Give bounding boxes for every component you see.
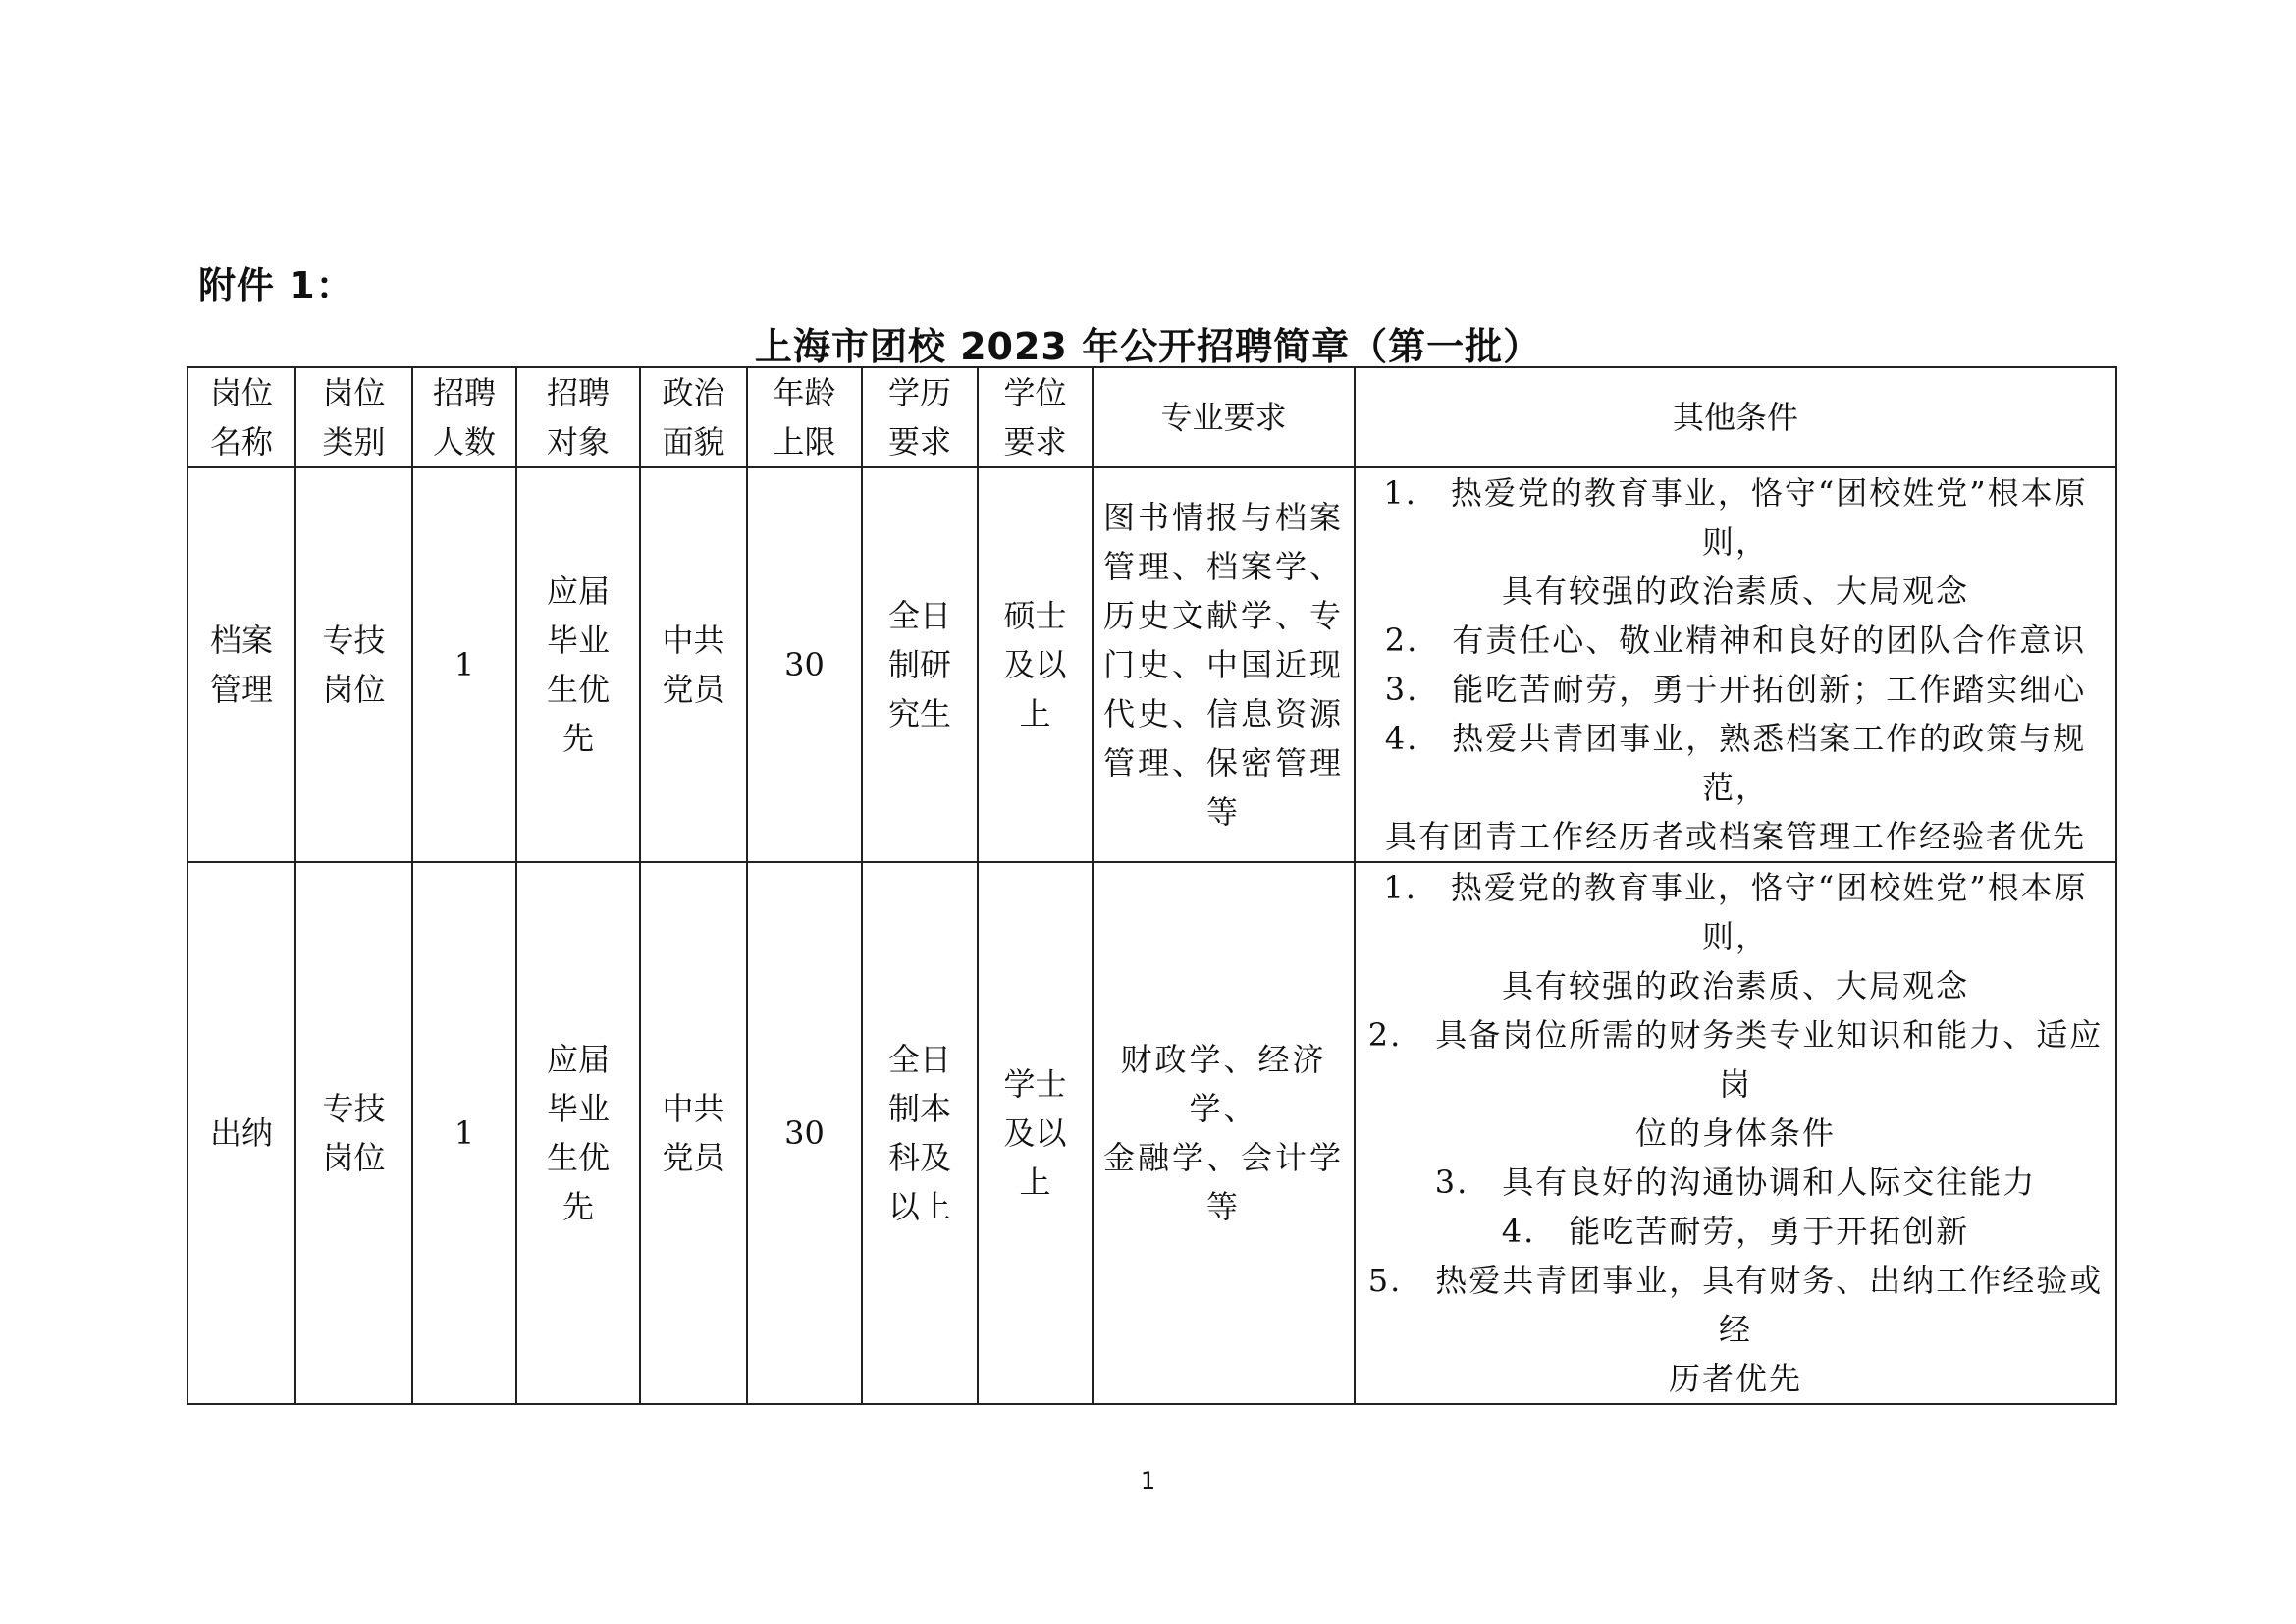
table-header-row <box>187 367 2116 467</box>
header-other-conditions: 其他条件 <box>1355 367 2116 467</box>
recruitment-table <box>187 366 2117 1405</box>
cell-position-name: 出纳 <box>187 862 295 1404</box>
cell-education: 全日 制本 科及 以上 <box>862 862 978 1404</box>
cell-recruit-target: 应届 毕业 生优 先 <box>516 467 640 862</box>
table-row <box>187 862 2116 1404</box>
header-recruit-count: 招聘 人数 <box>412 367 516 467</box>
header-position-name: 岗位 名称 <box>187 367 295 467</box>
cell-position-category: 专技 岗位 <box>295 467 412 862</box>
header-degree: 学位 要求 <box>978 367 1093 467</box>
cell-recruit-count: 1 <box>412 467 516 862</box>
header-major: 专业要求 <box>1093 367 1355 467</box>
cell-other-conditions: 1. 热爱党的教育事业，恪守“团校姓党”根本原则， 具有较强的政治素质、大局观念 2. 有责任心、敬业精神和良好的团队合作意识 3. 能吃苦耐劳，勇于开拓创新；工作踏实细心 4. 热爱共青团事业，熟悉档案工作的政策与规范， 具有团青工作经历者或档案管理工作经验者优先 <box>1355 467 2116 862</box>
cell-recruit-target: 应届 毕业 生优 先 <box>516 862 640 1404</box>
cell-position-category: 专技 岗位 <box>295 862 412 1404</box>
cell-degree: 学士 及以 上 <box>978 862 1093 1404</box>
cell-education: 全日 制研 究生 <box>862 467 978 862</box>
cell-major: 财政学、经济学、 金融学、会计学 等 <box>1093 862 1355 1404</box>
cell-political-status: 中共 党员 <box>640 862 747 1404</box>
header-political-status: 政治 面貌 <box>640 367 747 467</box>
cell-degree: 硕士 及以 上 <box>978 467 1093 862</box>
cell-age-limit: 30 <box>747 467 862 862</box>
cell-political-status: 中共 党员 <box>640 467 747 862</box>
table-row <box>187 467 2116 862</box>
page-number: 1 <box>1140 1467 1156 1494</box>
annex-label: 附件 1： <box>198 264 354 307</box>
cell-age-limit: 30 <box>747 862 862 1404</box>
header-recruit-target: 招聘 对象 <box>516 367 640 467</box>
document-title: 上海市团校 2023 年公开招聘简章（第一批） <box>754 325 1542 368</box>
header-age-limit: 年龄 上限 <box>747 367 862 467</box>
cell-major: 图书情报与档案 管理、档案学、 历史文献学、专 门史、中国近现 代史、信息资源 管理、保密管理 等 <box>1093 467 1355 862</box>
cell-other-conditions: 1. 热爱党的教育事业，恪守“团校姓党”根本原则， 具有较强的政治素质、大局观念 2. 具备岗位所需的财务类专业知识和能力、适应岗 位的身体条件 3. 具有良好的沟通协调和人际交往能力 4. 能吃苦耐劳，勇于开拓创新 5. 热爱共青团事业，具有财务、出纳工作经验或经 历者优先 <box>1355 862 2116 1404</box>
cell-recruit-count: 1 <box>412 862 516 1404</box>
header-position-category: 岗位 类别 <box>295 367 412 467</box>
header-education: 学历 要求 <box>862 367 978 467</box>
cell-position-name: 档案 管理 <box>187 467 295 862</box>
